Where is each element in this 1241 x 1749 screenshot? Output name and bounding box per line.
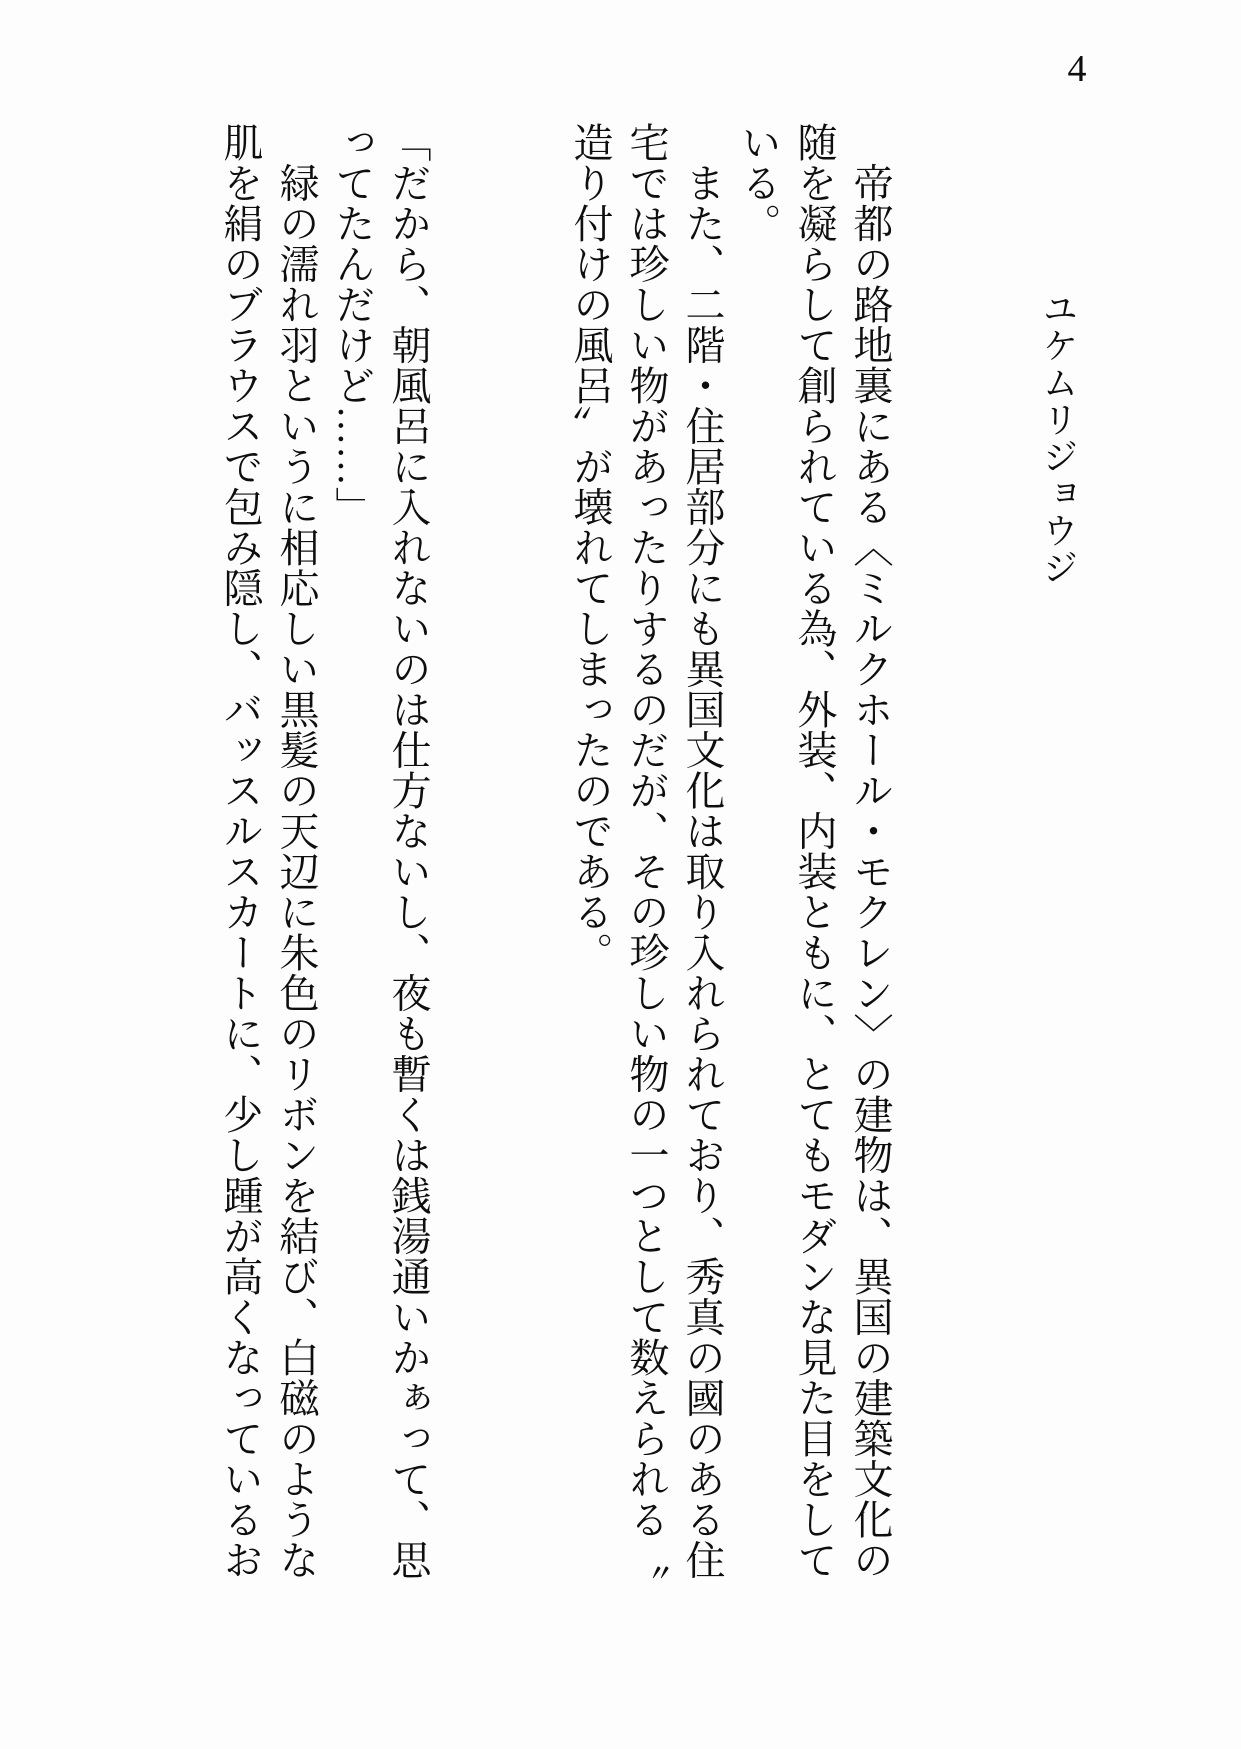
text-line: 造り付けの風呂〟が壊れてしまったのである。 [568,122,613,973]
text-line: 「だから、朝風呂に入れないのは仕方ないし、夜も暫くは銭湯通いかぁって、思 [386,122,431,1580]
text-line: 宅では珍しい物があったりするのだが、その珍しい物の一つとして数えられる〝 [624,122,669,1580]
text-line: 肌を絹のブラウスで包み隠し、バッスルスカートに、少し踵が高くなっているお [218,122,263,1580]
text-line: いる。 [736,122,781,244]
page-number: 4 [1067,48,1087,90]
chapter-title: ユケムリジョウジ [1038,290,1078,586]
text-line: また、二階・住居部分にも異国文化は取り入れられており、秀真の國のある住 [680,122,725,1580]
text-line: 随を凝らして創られている為、外装、内装ともに、とてもモダンな見た目をして [792,122,837,1580]
text-line: 緑の濡れ羽というに相応しい黒髪の天辺に朱色のリボンを結び、白磁のような [274,122,319,1580]
paragraph-block-main [562,122,898,1702]
text-line: 帝都の路地裏にある〈ミルクホール・モクレン〉の建物は、異国の建築文化の [848,122,893,1580]
text-line: ってたんだけど……」 [330,122,375,527]
paragraph-block-dialogue [212,122,436,1702]
